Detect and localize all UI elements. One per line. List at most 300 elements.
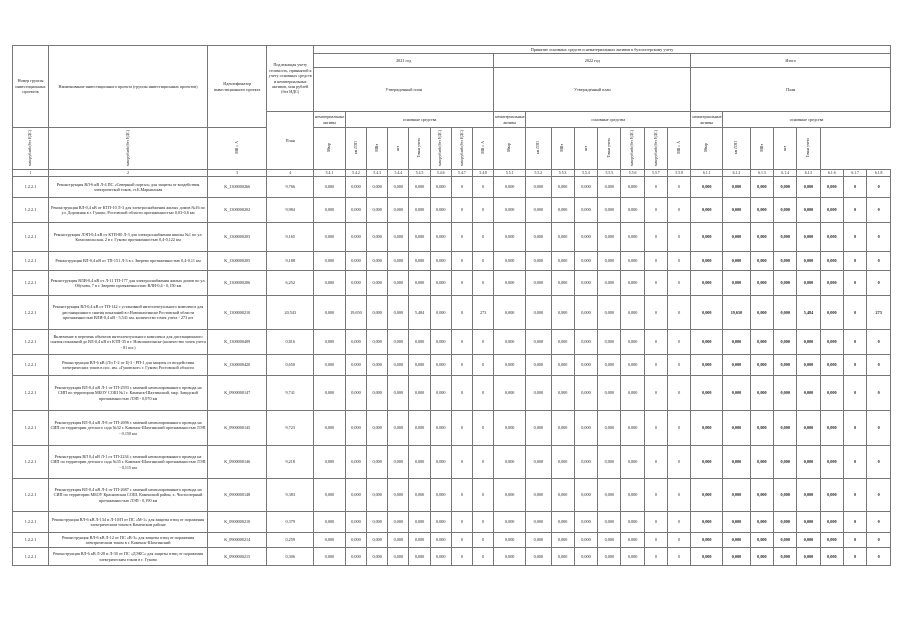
table-row (13, 296, 891, 330)
subcol-label: шт (583, 145, 588, 151)
value-total-cell: 0,000 (774, 411, 797, 446)
subcol-label: млн рублей (без НДС) (438, 129, 443, 166)
value-2021-cell: 0,000 (314, 548, 346, 566)
value-2022-cell: 0,000 (598, 252, 621, 271)
value-total-cell: 0 (867, 512, 891, 533)
value-2021-cell: 0,000 (345, 355, 366, 376)
value-total-cell: 0,000 (750, 355, 773, 376)
value-total-cell: 0,000 (723, 271, 751, 296)
value-2021-cell: 0 (451, 446, 472, 479)
value-2021-cell: 0,000 (367, 330, 388, 355)
value-2021-cell: 0,000 (409, 479, 430, 512)
value-total-cell: 0,000 (750, 479, 773, 512)
column-number: 6.1.5 (797, 170, 820, 177)
subcol-header (473, 128, 494, 170)
value-2022-cell: 0,000 (598, 533, 621, 548)
value-total-cell: 0,000 (797, 223, 820, 252)
value-2022-cell: 0,000 (526, 198, 551, 223)
identifier-cell: K_0900000145 (208, 411, 267, 446)
plan-value-cell: 0,379 (267, 512, 314, 533)
column-number: 5.5.5 (598, 170, 621, 177)
value-total-cell: 0 (867, 479, 891, 512)
subcol-header (574, 128, 597, 170)
value-total-cell: 0,000 (691, 446, 723, 479)
value-2021-cell: 0,000 (430, 223, 451, 252)
identifier-cell: K_0900000148 (208, 479, 267, 512)
value-2021-cell: 0 (451, 355, 472, 376)
value-2021-cell: 0 (473, 446, 494, 479)
plan-value-cell: 0,306 (267, 548, 314, 566)
value-2022-cell: 0 (668, 376, 691, 411)
column-number: 4 (267, 170, 314, 177)
value-2022-cell: 0,000 (598, 330, 621, 355)
value-2022-cell: 0,000 (598, 198, 621, 223)
subcol-header (49, 128, 208, 170)
value-2021-cell: 0,000 (345, 376, 366, 411)
value-2022-cell: 0,000 (621, 223, 644, 252)
value-total-cell: 0 (843, 296, 866, 330)
value-2022-cell: 0 (668, 252, 691, 271)
value-2021-cell: 0,000 (388, 446, 409, 479)
value-2022-cell: 0 (644, 330, 667, 355)
value-2021-cell: 0 (473, 252, 494, 271)
subcol-header (13, 128, 49, 170)
value-2022-cell: 0 (644, 548, 667, 566)
value-total-cell: 0,000 (750, 533, 773, 548)
project-name-cell: Реконструкция ЛЭП-0,4 кВ от КТП-80 Л-3 для электроснабжения школы №1 по ул. Комсомольская, 2 в г. Гуково протяженностью 0,4-0,122 км (49, 223, 208, 252)
value-total-cell: 0,000 (797, 446, 820, 479)
value-2021-cell: 0,000 (430, 446, 451, 479)
value-2022-cell: 0,000 (526, 446, 551, 479)
plan-header: План (267, 112, 314, 170)
value-2021-cell: 0,000 (345, 177, 366, 198)
value-2022-cell: 0 (644, 223, 667, 252)
value-2021-cell: 0 (473, 411, 494, 446)
plan-value-cell: 9,741 (267, 376, 314, 411)
value-2022-cell: 0,000 (574, 330, 597, 355)
table-row (13, 376, 891, 411)
value-total-cell: 0,000 (774, 376, 797, 411)
value-2022-cell: 0,000 (494, 177, 526, 198)
value-2021-cell: 0,000 (345, 223, 366, 252)
project-name-cell: Реконструкция ВЛ-6 кВ Л-28 и Л-30 от ПС «ДЭКС» для защиты птиц от поражения электрическим током в г. Гуково (49, 548, 208, 566)
value-total-cell: 0,000 (691, 330, 723, 355)
subcol-header (451, 128, 472, 170)
value-2022-cell: 0,000 (526, 252, 551, 271)
value-2021-cell: 0,000 (367, 296, 388, 330)
plan-value-cell: 9,188 (267, 252, 314, 271)
value-2022-cell: 0,000 (526, 411, 551, 446)
value-2021-cell: 0,000 (367, 252, 388, 271)
value-2022-cell: 0,000 (494, 533, 526, 548)
value-total-cell: 0 (867, 177, 891, 198)
value-2021-cell: 0,000 (367, 533, 388, 548)
table-row (13, 479, 891, 512)
column-number: 6.1.8 (867, 170, 891, 177)
column-number: 5.4.7 (451, 170, 472, 177)
value-total-cell: 0 (843, 355, 866, 376)
value-total-cell: 0,000 (723, 252, 751, 271)
value-2022-cell: 0 (668, 548, 691, 566)
value-2022-cell: 0 (644, 446, 667, 479)
value-total-cell: 0,000 (723, 548, 751, 566)
value-2022-cell: 0,000 (621, 330, 644, 355)
value-2022-cell: 0,000 (574, 479, 597, 512)
value-2021-cell: 0,000 (409, 548, 430, 566)
value-total-cell: 5,484 (797, 296, 820, 330)
value-total-cell: 0 (867, 198, 891, 223)
value-total-cell: 0,000 (750, 177, 773, 198)
value-2021-cell: 0,000 (345, 533, 366, 548)
value-total-cell: 0 (867, 411, 891, 446)
value-2021-cell: 0,000 (388, 411, 409, 446)
value-2021-cell: 0,000 (314, 223, 346, 252)
subcol-header (750, 128, 773, 170)
value-total-cell: 0,000 (797, 411, 820, 446)
value-2022-cell: 0 (668, 533, 691, 548)
value-total-cell: 0,000 (723, 355, 751, 376)
table-row (13, 512, 891, 533)
group-number-cell: 1.2.2.1 (13, 198, 49, 223)
value-2021-cell: 0,000 (409, 512, 430, 533)
value-total-cell: 0,000 (774, 296, 797, 330)
value-total-cell: 0,000 (774, 271, 797, 296)
value-2022-cell: 0,000 (621, 512, 644, 533)
value-2021-cell: 0 (451, 330, 472, 355)
subcol-label: км ЛЭП (734, 141, 739, 155)
value-2022-cell: 0,000 (621, 296, 644, 330)
value-total-cell: 0,000 (820, 512, 843, 533)
value-2021-cell: 0,000 (388, 376, 409, 411)
value-total-cell: 0,000 (750, 411, 773, 446)
identifier-cell: K_0900000146 (208, 446, 267, 479)
value-total-cell: 0,000 (820, 376, 843, 411)
value-2022-cell: 0,000 (551, 198, 574, 223)
value-2021-cell: 0,000 (430, 411, 451, 446)
col-identifier-header: Идентификатор инвестиционного проекта (208, 46, 267, 128)
value-2022-cell: 0,000 (574, 533, 597, 548)
value-total-cell: 0,000 (774, 533, 797, 548)
value-total-cell: 0,000 (723, 533, 751, 548)
value-total-cell: 0,000 (750, 198, 773, 223)
value-2022-cell: 0 (668, 330, 691, 355)
value-total-cell: 0,000 (774, 198, 797, 223)
value-total-cell: 0,000 (723, 177, 751, 198)
value-2021-cell: 0,000 (388, 533, 409, 548)
subcol-header (551, 128, 574, 170)
subcol-header (409, 128, 430, 170)
column-number: 1 (13, 170, 49, 177)
value-2022-cell: 0 (644, 198, 667, 223)
column-number: 6.1.7 (843, 170, 866, 177)
column-number: 5.4.1 (314, 170, 346, 177)
value-2021-cell: 0,000 (314, 177, 346, 198)
value-total-cell: 0,000 (774, 252, 797, 271)
approved-plan-2022: Утвержденный план (494, 68, 691, 112)
plan-value-cell: 20,543 (267, 296, 314, 330)
value-2021-cell: 0,000 (430, 198, 451, 223)
value-2021-cell: 0 (473, 512, 494, 533)
group-number-cell: 1.2.2.1 (13, 223, 49, 252)
plan-value-cell: 9,766 (267, 177, 314, 198)
value-2021-cell: 0,000 (388, 479, 409, 512)
value-total-cell: 0 (843, 177, 866, 198)
value-total-cell: 0 (843, 479, 866, 512)
subcol-header (621, 128, 644, 170)
value-total-cell: 0,000 (820, 548, 843, 566)
value-total-cell: 0,000 (774, 512, 797, 533)
value-total-cell: 0,000 (774, 177, 797, 198)
value-2021-cell: 0,000 (388, 512, 409, 533)
project-name-cell: Реконструкция ВЛ-6 кВ Л-134 и Л-10/П от ПС «М-1» для защиты птиц от поражения электрическим током в Каменском районе (49, 512, 208, 533)
value-2021-cell: 0 (473, 479, 494, 512)
value-2021-cell: 0 (451, 223, 472, 252)
intangible-header: нематериальные активы (494, 112, 526, 128)
value-2022-cell: 0 (668, 198, 691, 223)
value-2022-cell: 0,000 (526, 271, 551, 296)
value-2022-cell: 0,000 (574, 548, 597, 566)
value-2022-cell: 0,000 (574, 411, 597, 446)
plan-value-cell: 9,165 (267, 223, 314, 252)
subcol-header (598, 128, 621, 170)
value-2022-cell: 0,000 (574, 376, 597, 411)
table-row (13, 533, 891, 548)
subcol-header (367, 128, 388, 170)
column-number: 5.5.1 (494, 170, 526, 177)
value-2021-cell: 0 (451, 198, 472, 223)
value-2022-cell: 0,000 (574, 271, 597, 296)
table-row (13, 548, 891, 566)
value-2022-cell: 0,000 (621, 446, 644, 479)
value-total-cell: 0,000 (691, 355, 723, 376)
subcol-label: МВ×А (676, 141, 681, 155)
value-2022-cell: 0,000 (526, 512, 551, 533)
value-2021-cell: 0,000 (367, 512, 388, 533)
value-2021-cell: 0,000 (367, 548, 388, 566)
column-number: 5.5.8 (668, 170, 691, 177)
value-2022-cell: 0 (644, 296, 667, 330)
subcol-label: км ЛЭП (535, 141, 540, 155)
plan-value-cell: 9,218 (267, 446, 314, 479)
value-2022-cell: 0 (644, 512, 667, 533)
value-2022-cell: 0,000 (494, 271, 526, 296)
value-2021-cell: 0,000 (314, 533, 346, 548)
value-2022-cell: 0 (644, 177, 667, 198)
table-row (13, 446, 891, 479)
fixed-assets-header: основные средства (345, 112, 493, 128)
value-2022-cell: 0,000 (574, 355, 597, 376)
value-2021-cell: 0,000 (367, 446, 388, 479)
value-2021-cell: 0,000 (430, 271, 451, 296)
table-row (13, 223, 891, 252)
identifier-cell: K_1300000202 (208, 198, 267, 223)
value-2022-cell: 0 (668, 296, 691, 330)
value-2021-cell: 0 (451, 271, 472, 296)
value-2022-cell: 0,000 (494, 252, 526, 271)
value-total-cell: 0,000 (723, 411, 751, 446)
value-2022-cell: 0,000 (494, 223, 526, 252)
column-number: 2 (49, 170, 208, 177)
subcol-label: млн рублей (без НДС) (28, 129, 33, 166)
value-2022-cell: 0,000 (551, 330, 574, 355)
value-2021-cell: 0,000 (314, 512, 346, 533)
value-2022-cell: 0,000 (551, 376, 574, 411)
value-2022-cell: 0,000 (551, 296, 574, 330)
identifier-cell: K_1300000203 (208, 223, 267, 252)
subcol-label: Точки учета (417, 138, 422, 158)
value-total-cell: 0,000 (750, 548, 773, 566)
value-2021-cell: 19,650 (345, 296, 366, 330)
value-2022-cell: 0,000 (621, 198, 644, 223)
fixed-assets-header: основные средства (723, 112, 891, 128)
value-2022-cell: 0,000 (494, 198, 526, 223)
value-2022-cell: 0,000 (526, 548, 551, 566)
table-row (13, 330, 891, 355)
plan-value-cell: 0,650 (267, 355, 314, 376)
subcol-header (494, 128, 526, 170)
col-subject-to-accounting-header: Подлежащая учету стоимость, приннятой к учету основных средств и нематериальных активов, млн рублей (без НДС) (267, 46, 314, 112)
value-2021-cell: 0,000 (409, 252, 430, 271)
subcol-label: Мвар (507, 143, 512, 153)
value-total-cell: 0,000 (774, 446, 797, 479)
subcol-label: Мвар (327, 143, 332, 153)
value-2021-cell: 0,000 (367, 198, 388, 223)
value-2022-cell: 0,000 (494, 376, 526, 411)
value-2021-cell: 0,000 (345, 446, 366, 479)
value-2022-cell: 0 (644, 271, 667, 296)
value-total-cell: 0,000 (750, 271, 773, 296)
column-number: 5.4.2 (345, 170, 366, 177)
value-total-cell: 0 (843, 198, 866, 223)
subcol-header (430, 128, 451, 170)
column-number: 6.1.4 (774, 170, 797, 177)
value-2021-cell: 0,000 (388, 296, 409, 330)
value-2022-cell: 0 (644, 252, 667, 271)
value-total-cell: 0 (867, 223, 891, 252)
identifier-cell: K_1300000409 (208, 330, 267, 355)
value-2021-cell: 0,000 (345, 271, 366, 296)
table-row (13, 198, 891, 223)
value-total-cell: 0,000 (797, 177, 820, 198)
value-2022-cell: 0 (668, 355, 691, 376)
group-number-cell: 1.2.2.1 (13, 533, 49, 548)
value-total-cell: 0,000 (723, 330, 751, 355)
value-2021-cell: 0,000 (430, 548, 451, 566)
value-total-cell: 0,000 (723, 479, 751, 512)
value-2021-cell: 0,000 (430, 177, 451, 198)
value-2022-cell: 0,000 (621, 548, 644, 566)
value-2021-cell: 0,000 (388, 198, 409, 223)
value-total-cell: 0 (843, 533, 866, 548)
value-2021-cell: 0,000 (345, 198, 366, 223)
plan-value-cell: 0,259 (267, 533, 314, 548)
value-2022-cell: 0 (668, 223, 691, 252)
subcol-header (691, 128, 723, 170)
year-2021-header: 2021 год (314, 54, 494, 68)
group-number-cell: 1.2.2.1 (13, 330, 49, 355)
value-2022-cell: 0,000 (598, 446, 621, 479)
value-2022-cell: 0,000 (494, 355, 526, 376)
value-2021-cell: 0,000 (388, 355, 409, 376)
value-2022-cell: 0,000 (574, 177, 597, 198)
column-number: 6.1.3 (750, 170, 773, 177)
value-2021-cell: 0,000 (430, 296, 451, 330)
value-2021-cell: 5,484 (409, 296, 430, 330)
value-2021-cell: 0 (451, 252, 472, 271)
value-total-cell: 0 (867, 446, 891, 479)
value-2022-cell: 0,000 (598, 223, 621, 252)
value-total-cell: 0 (843, 223, 866, 252)
value-total-cell: 0,000 (797, 271, 820, 296)
value-total-cell: 0,000 (691, 223, 723, 252)
value-2021-cell: 0 (451, 479, 472, 512)
value-2021-cell: 0,000 (314, 479, 346, 512)
value-2021-cell: 0,000 (314, 446, 346, 479)
value-total-cell: 0,000 (797, 376, 820, 411)
value-total-cell: 0,000 (820, 533, 843, 548)
year-2022-header: 2022 год (494, 54, 691, 68)
value-2022-cell: 0 (668, 446, 691, 479)
table-row (13, 271, 891, 296)
value-2021-cell: 273 (473, 296, 494, 330)
value-2022-cell: 0 (644, 411, 667, 446)
value-2021-cell: 0 (451, 548, 472, 566)
value-2021-cell: 0 (473, 355, 494, 376)
table-row (13, 177, 891, 198)
value-total-cell: 0,000 (820, 330, 843, 355)
subcol-label: МВт (560, 144, 565, 152)
value-total-cell: 0,000 (691, 548, 723, 566)
identifier-cell: K_0900000215 (208, 548, 267, 566)
value-total-cell: 0,000 (820, 177, 843, 198)
group-number-cell: 1.2.2.1 (13, 177, 49, 198)
value-total-cell: 0,000 (691, 271, 723, 296)
value-2021-cell: 0 (451, 376, 472, 411)
value-total-cell: 0,000 (691, 177, 723, 198)
group-number-cell: 1.2.2.1 (13, 411, 49, 446)
value-total-cell: 0,000 (750, 296, 773, 330)
value-2021-cell: 0,000 (367, 411, 388, 446)
subcol-label: км ЛЭП (353, 141, 358, 155)
value-total-cell: 0,000 (691, 512, 723, 533)
value-2021-cell: 0,000 (388, 177, 409, 198)
value-2022-cell: 0 (668, 271, 691, 296)
value-total-cell: 0,000 (820, 479, 843, 512)
subcol-label: млн рублей (без НДС) (653, 129, 658, 166)
identifier-cell: K_1300000420 (208, 355, 267, 376)
subcol-header (314, 128, 346, 170)
project-name-cell: Реконструкция ВЛ-6 кВ (Л/з Г-2 от Ц-3 - РП-1 для защиты от воздействия электрических токов в пос. им. «Гуковское» г. Гуково Ростовской области (49, 355, 208, 376)
value-total-cell: 0,000 (691, 479, 723, 512)
group-number-cell: 1.2.2.1 (13, 512, 49, 533)
subcol-header (723, 128, 751, 170)
value-2022-cell: 0,000 (598, 355, 621, 376)
value-total-cell: 0,000 (820, 252, 843, 271)
value-2021-cell: 0 (473, 177, 494, 198)
value-2022-cell: 0,000 (621, 177, 644, 198)
subcol-header (208, 128, 267, 170)
value-2021-cell: 0,000 (345, 548, 366, 566)
value-total-cell: 0,000 (691, 411, 723, 446)
value-2021-cell: 0,000 (409, 223, 430, 252)
value-2022-cell: 0,000 (551, 446, 574, 479)
value-2021-cell: 0,000 (367, 223, 388, 252)
plan-value-cell: 9,383 (267, 479, 314, 512)
column-number: 6.1.2 (723, 170, 751, 177)
value-total-cell: 0 (867, 355, 891, 376)
plan-value-cell: 9,723 (267, 411, 314, 446)
value-2022-cell: 0,000 (526, 376, 551, 411)
